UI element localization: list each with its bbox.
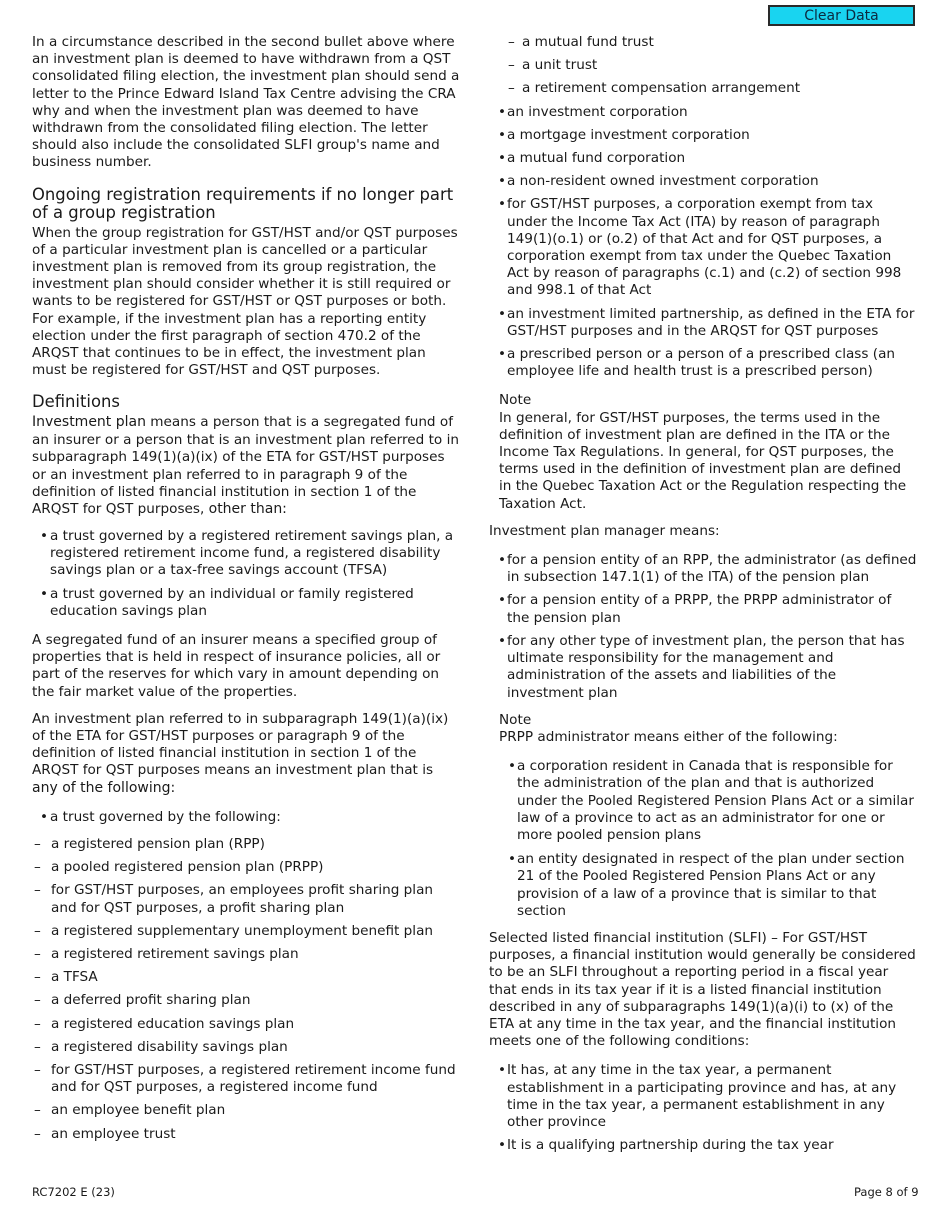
list-item: – a deferred profit sharing plan xyxy=(34,992,251,1009)
list-item: • a trust governed by a registered retirement savings plan, a registered retirement income fund, a registered disability savings plan or a tax-free savings account (TFSA) xyxy=(40,527,454,579)
segregated-fund-paragraph: A segregated fund of an insurer means a specified group of properties that is held in respect of insurance policies, all or part of the reserves for which vary in amount depending on the fair market value of the properties. xyxy=(32,631,441,700)
any-of-label: any of the following: xyxy=(32,779,176,796)
list-item: • for a pension entity of a PRPP, the PRPP administrator of the pension plan xyxy=(498,592,892,626)
list-item: • an investment limited partnership, as defined in the ETA for GST/HST purposes and in the ARQST for QST purposes xyxy=(498,305,915,339)
list-item: • a mutual fund corporation xyxy=(498,150,686,167)
form-identifier: RC7202 E (23) xyxy=(32,1185,115,1199)
list-item: • for GST/HST purposes, a corporation exempt from tax under the Income Tax Act (ITA) by reason of paragraph 149(1)(o.1) or (o.2) of that Act and for QST purposes, a corporation exempt from tax under the Quebec Taxation Act by reason of paragraphs (c.1) and (c.2) of section 998 and 998.1 of that Act xyxy=(498,196,902,299)
list-item: – for GST/HST purposes, a registered retirement income fund and for QST purposes, a registered income fund xyxy=(34,1061,456,1096)
note-text: In general, for GST/HST purposes, the terms used in the definition of investment plan are defined in the ITA or the Income Tax Regulations. In general, for QST purposes, the terms used in the definition of investment plan are defined in the Quebec Taxation Act or the Regulation respecting the Taxation Act. xyxy=(499,409,907,512)
list-item: – a mutual fund trust xyxy=(508,34,654,50)
list-item: – for GST/HST purposes, an employees profit sharing plan and for QST purposes, a profit sharing plan xyxy=(34,882,434,916)
investment-plan-definition xyxy=(32,414,462,518)
list-item: • a corporation resident in Canada that is responsible for the administration of the plan and that is authorized under the Pooled Registered Pension Plans Act or a similar law of a province to act as an administrator for one or more pooled pension plans xyxy=(508,758,914,843)
list-item: • for any other type of investment plan, the person that has ultimate responsibility for the management and administration of the assets and liabilities of the investment plan xyxy=(498,632,905,701)
list-item: – a registered education savings plan xyxy=(34,1015,295,1032)
investment-plan-term: Investment plan xyxy=(32,414,146,431)
note-title: Note xyxy=(499,392,532,409)
list-item: – a registered supplementary unemployment benefit plan xyxy=(34,922,434,939)
note-title: Note xyxy=(499,711,532,728)
list-item: – a TFSA xyxy=(34,969,98,986)
list-item: – a retirement compensation arrangement xyxy=(508,80,801,97)
list-item: – a unit trust xyxy=(508,57,598,74)
note-box xyxy=(489,712,917,746)
list-item: • a prescribed person or a person of a prescribed class (an employee life and health trust is a prescribed person) xyxy=(498,346,896,380)
note-text: PRPP administrator means either of the following: xyxy=(499,728,838,745)
manager-heading: Investment plan manager means: xyxy=(489,522,720,539)
list-item: • a mortgage investment corporation xyxy=(498,126,750,143)
list-item: • an entity designated in respect of the plan under section 21 of the Pooled Registered Pension Plans Act or any provision of a law of a province that is similar to that section xyxy=(508,851,905,919)
slfi-paragraph: Selected listed financial institution (SLFI) – For GST/HST purposes, a financial institution would generally be considered to be an SLFI throughout a reporting period in a fiscal year that ends in its tax year if it is a listed financial institution described in any of subparagraphs 149(1)(a)(i) to (x) of the ETA at any time in the tax year, and the financial institution meets one of the following conditions: xyxy=(489,929,916,1050)
list-item: • It has, at any time in the tax year, a permanent establishment in a participating province and has, at any time in the tax year, a permanent establishment in any other province xyxy=(498,1062,897,1130)
list-item: – a registered disability savings plan xyxy=(34,1038,288,1055)
list-item: • for a pension entity of an RPP, the administrator (as defined in subsection 147.1(1) of the ITA) of the pension plan xyxy=(498,552,917,586)
other-than-label: other than: xyxy=(208,501,287,518)
left-column xyxy=(32,34,462,1149)
referred-plan-paragraph: An investment plan referred to in subparagraph 149(1)(a)(ix) of the ETA for GST/HST purposes or paragraph 9 of the definition of listed financial institution in section 1 of the ARQST for QST purposes means an investment plan that is any of the following: xyxy=(32,710,449,796)
page-number: Page 8 of 9 xyxy=(854,1185,919,1199)
clear-data-button[interactable]: Clear Data xyxy=(768,5,915,26)
definitions-heading: Definitions xyxy=(32,392,120,412)
ongoing-registration-paragraph: When the group registration for GST/HST and/or QST purposes of a particular investment plan is cancelled or a particular investment plan is removed from its group registration, the investment plan should consider whether it is still required or wants to be registered for GST/HST or QST purposes or both. For example, if the investment plan has a reporting entity election under the first paragraph of section 470.2 of the ARQST that continues to be in effect, the investment plan must be registered for GST/HST and QST purposes. xyxy=(32,224,458,379)
list-item: • a non-resident owned investment corporation xyxy=(498,173,819,190)
list-item: • It is a qualifying partnership during the tax year xyxy=(498,1137,834,1154)
list-item: • a trust governed by an individual or family registered education savings plan xyxy=(40,585,414,619)
intro-paragraph: In a circumstance described in the second bullet above where an investment plan is deemed to have withdrawn from a QST consolidated filing election, the investment plan should send a letter to the Prince Edward Island Tax Centre advising the CRA why and when the investment plan was deemed to have withdrawn from the consolidated filing election. The letter should also include the consolidated SLFI group's name and business number. xyxy=(32,34,460,171)
investment-plan-def-text: means a person that is a segregated fund of an insurer or a person that is an investment plan referred to in subparagraph 149(1)(a)(ix) of the ETA for GST/HST purposes or an investment plan referred to in paragraph 9 of the definition of listed financial institution in section 1 of the ARQST for QST purposes, xyxy=(32,414,459,518)
ongoing-registration-heading: Ongoing registration requirements if no longer part of a group registration xyxy=(32,184,454,222)
list-item: • an investment corporation xyxy=(498,103,688,120)
list-item: – an employee benefit plan xyxy=(34,1102,226,1119)
list-item: – a registered pension plan (RPP) xyxy=(34,835,265,852)
list-item: – a pooled registered pension plan (PRPP) xyxy=(34,859,324,876)
list-item: – an employee trust xyxy=(34,1125,176,1142)
note-box xyxy=(489,392,917,512)
list-item: – a registered retirement savings plan xyxy=(34,945,299,962)
list-item: • a trust governed by the following: xyxy=(40,808,281,825)
right-column xyxy=(489,34,917,1160)
